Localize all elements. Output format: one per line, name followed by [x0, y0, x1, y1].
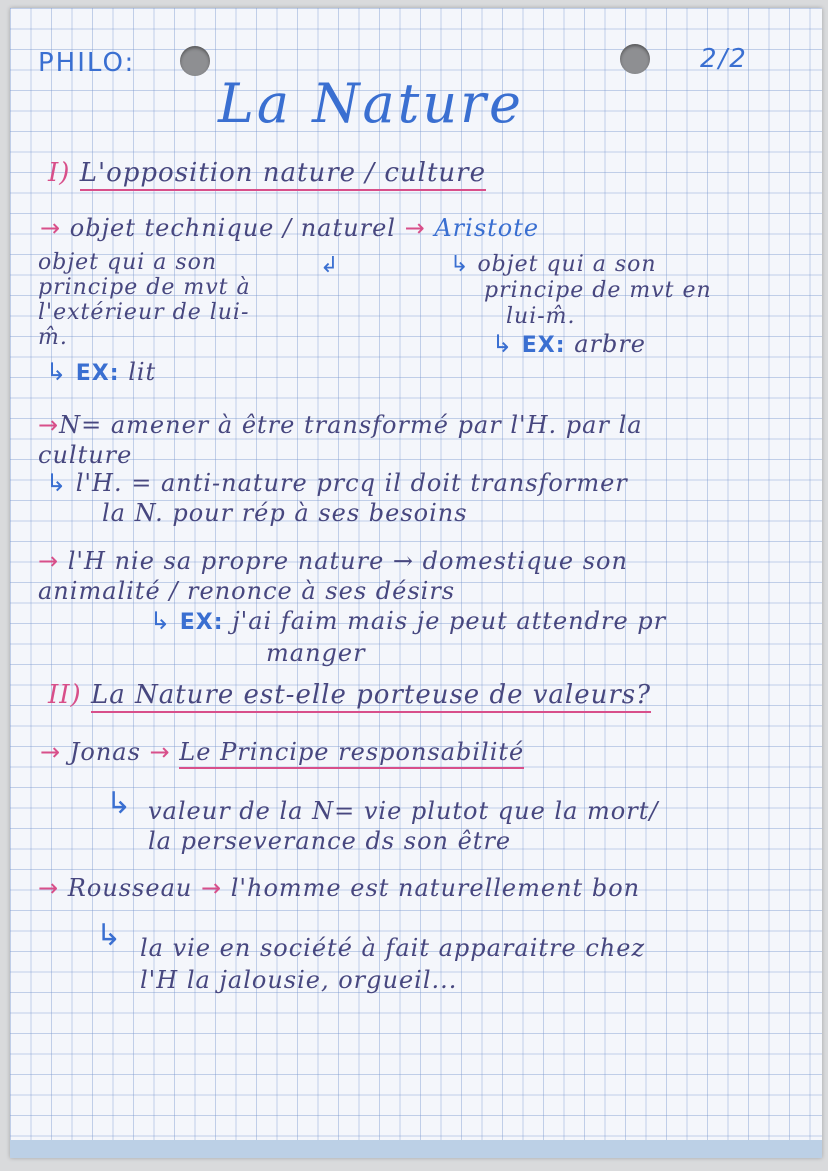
item-nie-nature	[38, 546, 628, 606]
example-label: EX:	[75, 361, 120, 386]
example-label: EX:	[521, 333, 566, 358]
example-text: arbre	[574, 330, 647, 358]
rousseau-claim: l'homme est naturellement bon	[230, 874, 641, 902]
item-line: l'H nie sa propre nature → domestique son	[67, 547, 628, 575]
item-nie-nature-example	[150, 606, 666, 668]
page-number: 2/2	[700, 44, 748, 74]
example-label: EX:	[179, 610, 224, 635]
hook-arrow-icon: ↲	[320, 253, 340, 278]
punch-hole-right	[620, 44, 650, 74]
hook-arrow-icon: ↳	[46, 469, 68, 497]
left-def-line: l'extérieur de lui-	[38, 300, 250, 325]
hook-arrow-icon: ↳	[150, 607, 172, 635]
right-def-line: objet qui a son	[477, 252, 657, 277]
hook-arrow-icon: ↳	[106, 786, 133, 821]
item-jonas	[40, 738, 524, 766]
hook-arrow-icon: ↳	[46, 358, 68, 386]
section-1-heading	[48, 158, 486, 188]
section-1-title: L'opposition nature / culture	[80, 158, 486, 191]
hook-arrow-icon: ↳	[492, 330, 514, 358]
item-line: N= amener à être transformé par l'H. par la	[59, 411, 643, 439]
item-line: la perseverance ds son être	[148, 827, 512, 855]
left-def-line: m̂.	[38, 325, 68, 350]
item-nature-transform-sub	[46, 468, 628, 528]
section-1-number: I)	[48, 158, 71, 188]
section-2-number: II)	[48, 680, 82, 710]
work-title: Le Principe responsabilité	[179, 738, 524, 769]
author-aristote: Aristote	[434, 214, 540, 242]
item-rousseau-sub	[140, 932, 645, 996]
author-rousseau: Rousseau	[67, 874, 193, 902]
left-example	[46, 358, 156, 386]
item-nature-transform	[38, 410, 643, 470]
item-line: la vie en société à fait apparaitre chez	[140, 934, 646, 962]
right-arrow-icon: →	[200, 874, 223, 902]
right-arrow-icon: →	[404, 214, 426, 242]
left-def-line: principe de mvt à	[38, 275, 251, 300]
item-line: valeur de la N= vie plutot que la mort/	[148, 797, 659, 825]
right-arrow-icon: →	[38, 874, 60, 902]
left-definition	[38, 250, 251, 350]
right-arrow-icon: →	[149, 738, 171, 766]
right-def-line: lui-m̂.	[506, 304, 576, 329]
example-text: j'ai faim mais je peut attendre pr	[232, 607, 667, 635]
section-2-heading	[48, 680, 651, 710]
item-lead-text: objet technique / naturel	[69, 214, 396, 242]
example-text: lit	[128, 358, 157, 386]
left-def-line: objet qui a son	[38, 250, 218, 275]
right-def-line: principe de mvt en	[484, 278, 712, 303]
item-line: culture	[38, 441, 133, 469]
right-arrow-icon: →	[40, 738, 62, 766]
item-objet-technique	[40, 214, 539, 242]
item-line: la N. pour rép à ses besoins	[102, 499, 468, 527]
item-line: l'H. = anti-nature prcq il doit transformer	[75, 469, 628, 497]
punch-hole-left	[180, 46, 210, 76]
right-definition	[450, 252, 712, 330]
page-title: La Nature	[218, 72, 524, 135]
item-rousseau	[38, 874, 640, 902]
subject-label: PHILO:	[38, 48, 136, 78]
right-arrow-icon: →	[38, 547, 60, 575]
item-line: animalité / renonce à ses désirs	[38, 577, 456, 605]
item-jonas-sub	[148, 796, 658, 856]
right-arrow-icon: →	[40, 214, 62, 242]
page-bottom-edge	[10, 1140, 822, 1158]
section-2-title: La Nature est-elle porteuse de valeurs?	[91, 680, 651, 713]
hook-arrow-icon: ↳	[450, 252, 470, 277]
right-arrow-icon: →	[38, 411, 60, 439]
example-text: manger	[266, 639, 366, 667]
right-example	[492, 330, 646, 358]
notebook-page	[10, 8, 822, 1158]
hook-arrow-icon: ↳	[96, 918, 123, 953]
author-jonas: Jonas	[69, 738, 141, 766]
item-line: l'H la jalousie, orgueil...	[140, 966, 458, 994]
